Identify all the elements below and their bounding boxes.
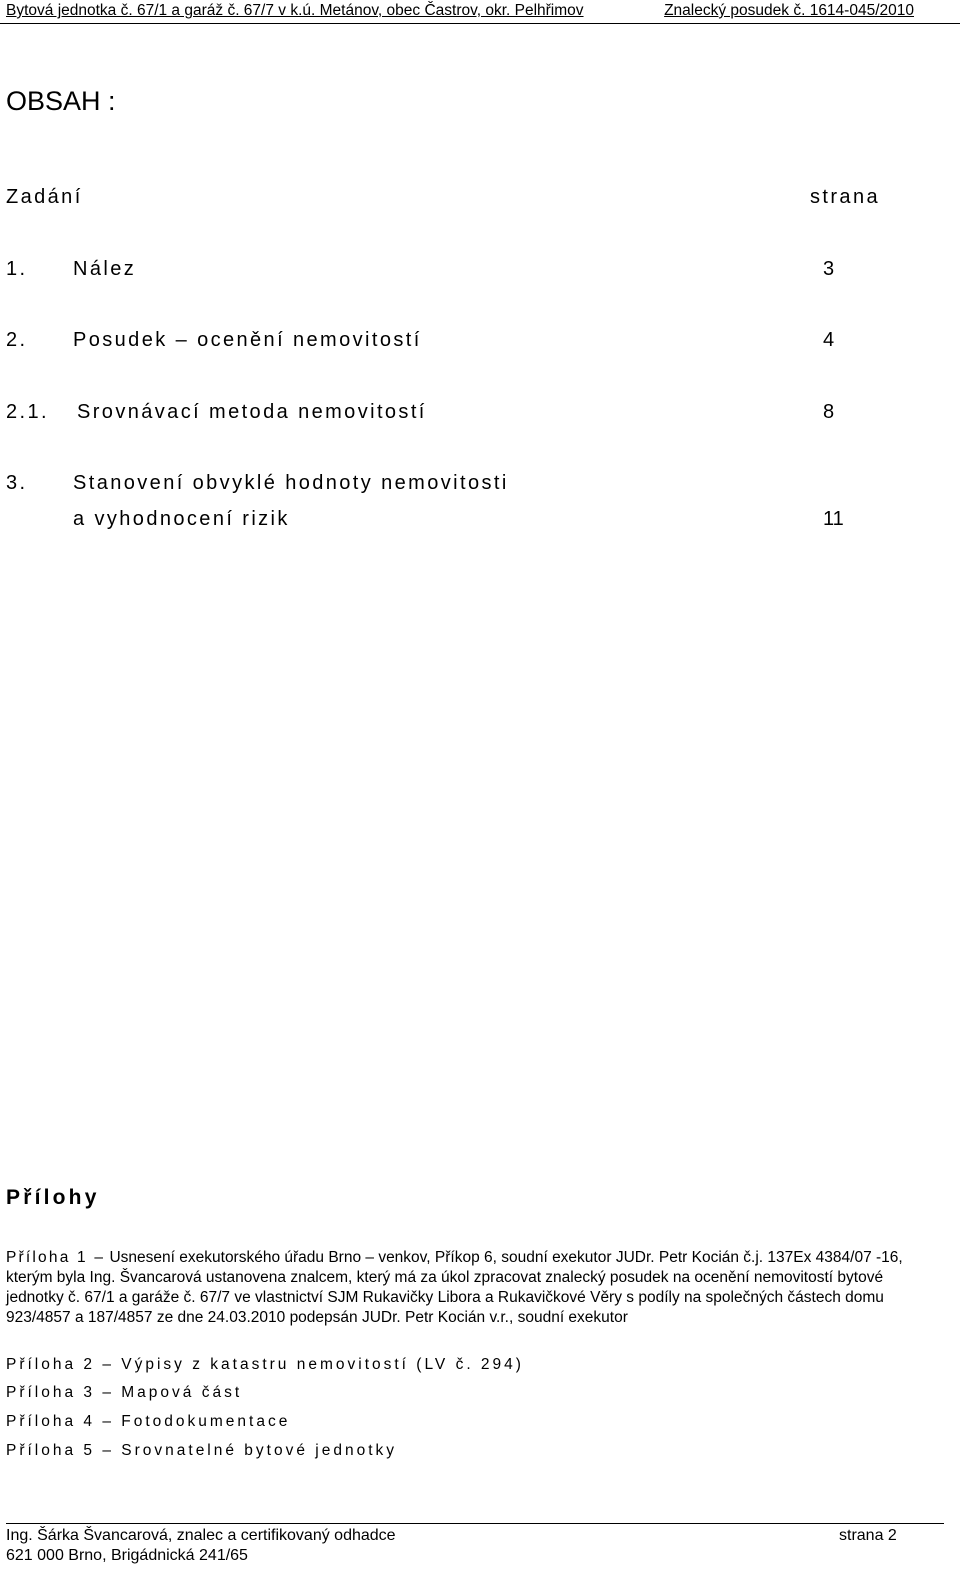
toc-item-number: 2. bbox=[6, 329, 28, 351]
attachment-4: Příloha 4 – Fotodokumentace bbox=[6, 1413, 291, 1430]
toc-item-number: 1. bbox=[6, 258, 28, 280]
toc-item-page: 4 bbox=[823, 329, 835, 351]
footer-author: Ing. Šárka Švancarová, znalec a certifikovaný odhadce bbox=[6, 1527, 396, 1544]
footer-address: 621 000 Brno, Brigádnická 241/65 bbox=[6, 1547, 248, 1564]
attachment-1 bbox=[6, 1248, 941, 1328]
toc-zadani: Zadání bbox=[6, 186, 83, 208]
attachment-1-text: Usnesení exekutorského úřadu Brno – venkov, Příkop 6, soudní exekutor JUDr. Petr Kocián č.j. 137Ex 4384/07 -16, kterým byla Ing. Švancarová ustanovena znalcem, který má za úkol zpracovat znalecký posudek na ocenění nemovitostí bytové jednotky č. 67/1 a garáže č. 67/7 ve vlastnictví SJM Rukavičky Libora a Rukavičkové Věry s podíly na společných částech domu 923/4857 a 187/4857 ze dne 24.03.2010 podepsán JUDr. Petr Kocián v.r., soudní exekutor bbox=[6, 1249, 903, 1326]
toc-item-page: 3 bbox=[823, 258, 835, 280]
toc-item-label: Stanovení obvyklé hodnoty nemovitosti bbox=[73, 472, 509, 494]
attachment-2: Příloha 2 – Výpisy z katastru nemovitostí (LV č. 294) bbox=[6, 1356, 524, 1373]
toc-item-label: Posudek – ocenění nemovitostí bbox=[73, 329, 422, 351]
attachments-title: Přílohy bbox=[6, 1186, 100, 1209]
toc-strana-label: strana bbox=[810, 186, 880, 208]
toc-item-page: 11 bbox=[823, 508, 844, 530]
toc-item-label-line2: a vyhodnocení rizik bbox=[73, 508, 290, 530]
attachment-1-label: Příloha 1 – bbox=[6, 1249, 106, 1266]
toc-item-label: Nález bbox=[73, 258, 137, 280]
toc-item-page: 8 bbox=[823, 401, 835, 423]
header-document-title: Bytová jednotka č. 67/1 a garáž č. 67/7 v k.ú. Metánov, obec Častrov, okr. Pelhřimov bbox=[6, 2, 584, 19]
toc-title: OBSAH : bbox=[6, 86, 116, 116]
footer-divider bbox=[6, 1523, 944, 1524]
toc-item-label: Srovnávací metoda nemovitostí bbox=[77, 401, 427, 423]
header-divider bbox=[0, 23, 960, 24]
toc-item-number: 2.1. bbox=[6, 401, 49, 423]
header-report-number: Znalecký posudek č. 1614-045/2010 bbox=[664, 2, 914, 19]
attachment-5: Příloha 5 – Srovnatelné bytové jednotky bbox=[6, 1442, 398, 1459]
attachment-3: Příloha 3 – Mapová část bbox=[6, 1384, 243, 1401]
toc-item-number: 3. bbox=[6, 472, 28, 494]
footer-page-number: strana 2 bbox=[839, 1527, 897, 1544]
